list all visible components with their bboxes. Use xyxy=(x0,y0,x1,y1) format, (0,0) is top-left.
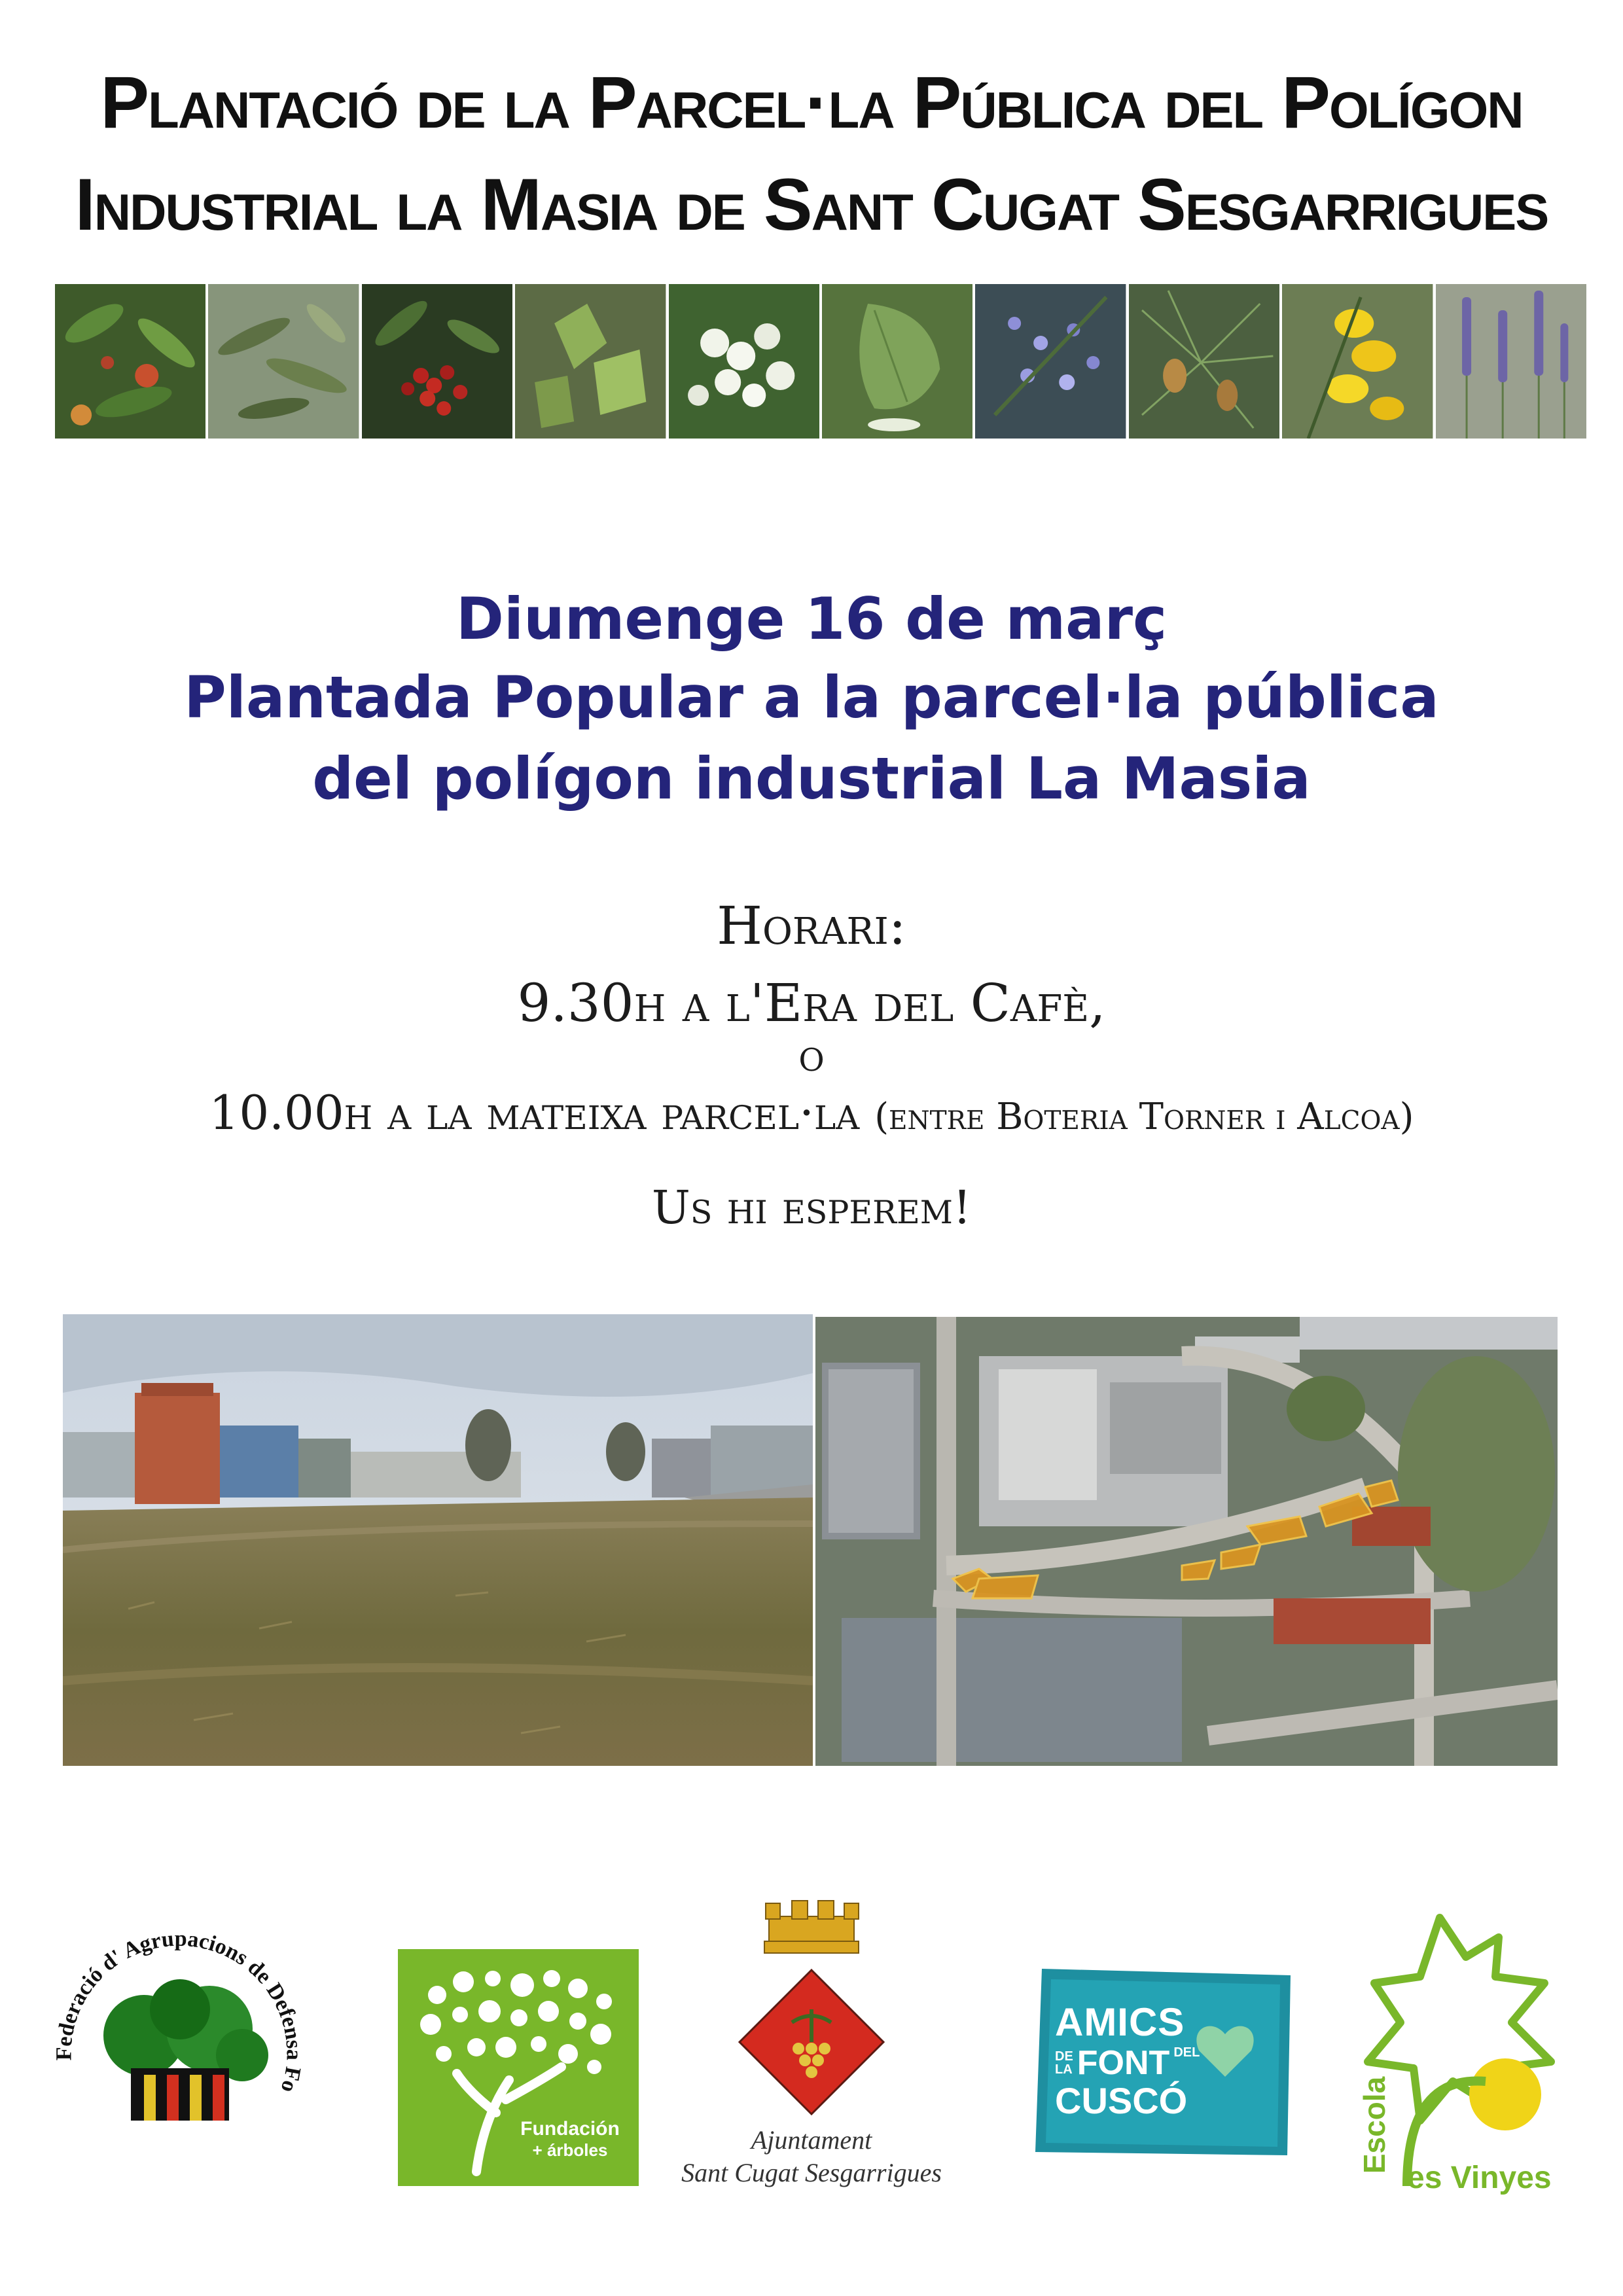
schedule-option-2 xyxy=(0,1085,1623,1140)
plant-photo-broom xyxy=(1282,284,1433,439)
amics-font: FONT xyxy=(1077,2044,1170,2082)
fundacion-arboles-logo xyxy=(398,1949,639,2186)
event-description-line-2: del polígon industrial La Masia xyxy=(312,745,1311,812)
plant-photo-felted-leaf xyxy=(822,284,972,439)
federacio-logo-text: Federació d' Agrupacions de Defensa Fo xyxy=(52,1931,306,2096)
fundacion-logo-text xyxy=(508,2118,632,2161)
ajuntament-caption-line-2: Sant Cugat Sesgarrigues xyxy=(681,2158,942,2187)
amics-cusco: CUSCÓ xyxy=(1055,2080,1188,2121)
plant-photo-pine xyxy=(1129,284,1279,439)
plant-photo-rosemary xyxy=(975,284,1126,439)
plant-photo-arbutus xyxy=(55,284,205,439)
escola-word: Escola xyxy=(1357,2076,1391,2174)
plant-photo-lavender xyxy=(1436,284,1586,439)
schedule-option-2-text: 10.00h a la mateixa parcel·la xyxy=(209,1085,860,1140)
page-title-line-2: Industrial la Masia de Sant Cugat Sesgarrigues xyxy=(75,164,1548,245)
closing-message: Us hi esperem! xyxy=(651,1181,972,1234)
amics-de: DE xyxy=(1055,2049,1073,2064)
schedule-option-2-note: (entre Boteria Torner i Alcoa) xyxy=(874,1096,1414,1138)
aerial-map-photo xyxy=(815,1317,1558,1766)
plant-photo-strip xyxy=(55,284,1586,439)
amics-del: DEL xyxy=(1173,2045,1200,2060)
schedule-option-1: 9.30h a l'Era del Cafè, xyxy=(517,973,1106,1033)
plant-photo-red-berries xyxy=(362,284,512,439)
field-photo xyxy=(63,1314,813,1766)
amics-font-cusco-logo xyxy=(1029,1962,1293,2160)
schedule-label: Horari: xyxy=(717,895,906,956)
amics-word: AMICS xyxy=(1055,2000,1185,2044)
event-description-line-1: Plantada Popular a la parcel·la pública xyxy=(184,664,1439,731)
ajuntament-caption-line-1: Ajuntament xyxy=(751,2125,872,2155)
fundacion-line-1: Fundación xyxy=(520,2118,620,2140)
federacio-adf-logo xyxy=(46,1931,314,2193)
event-date-heading: Diumenge 16 de març xyxy=(455,585,1168,653)
ajuntament-logo xyxy=(681,1898,942,2199)
escola-name: es Vinyes xyxy=(1407,2161,1552,2195)
plant-photo-olive xyxy=(208,284,359,439)
fundacion-line-2: + árboles xyxy=(532,2140,608,2160)
schedule-or: o xyxy=(798,1030,825,1082)
amics-la: LA xyxy=(1055,2062,1073,2077)
escola-les-vinyes-logo xyxy=(1335,1911,1597,2206)
page-title-line-1: Plantació de la Parcel·la Pública del Polígon xyxy=(100,62,1523,143)
plant-photo-leaves xyxy=(515,284,666,439)
plant-photo-white-blossom xyxy=(669,284,819,439)
